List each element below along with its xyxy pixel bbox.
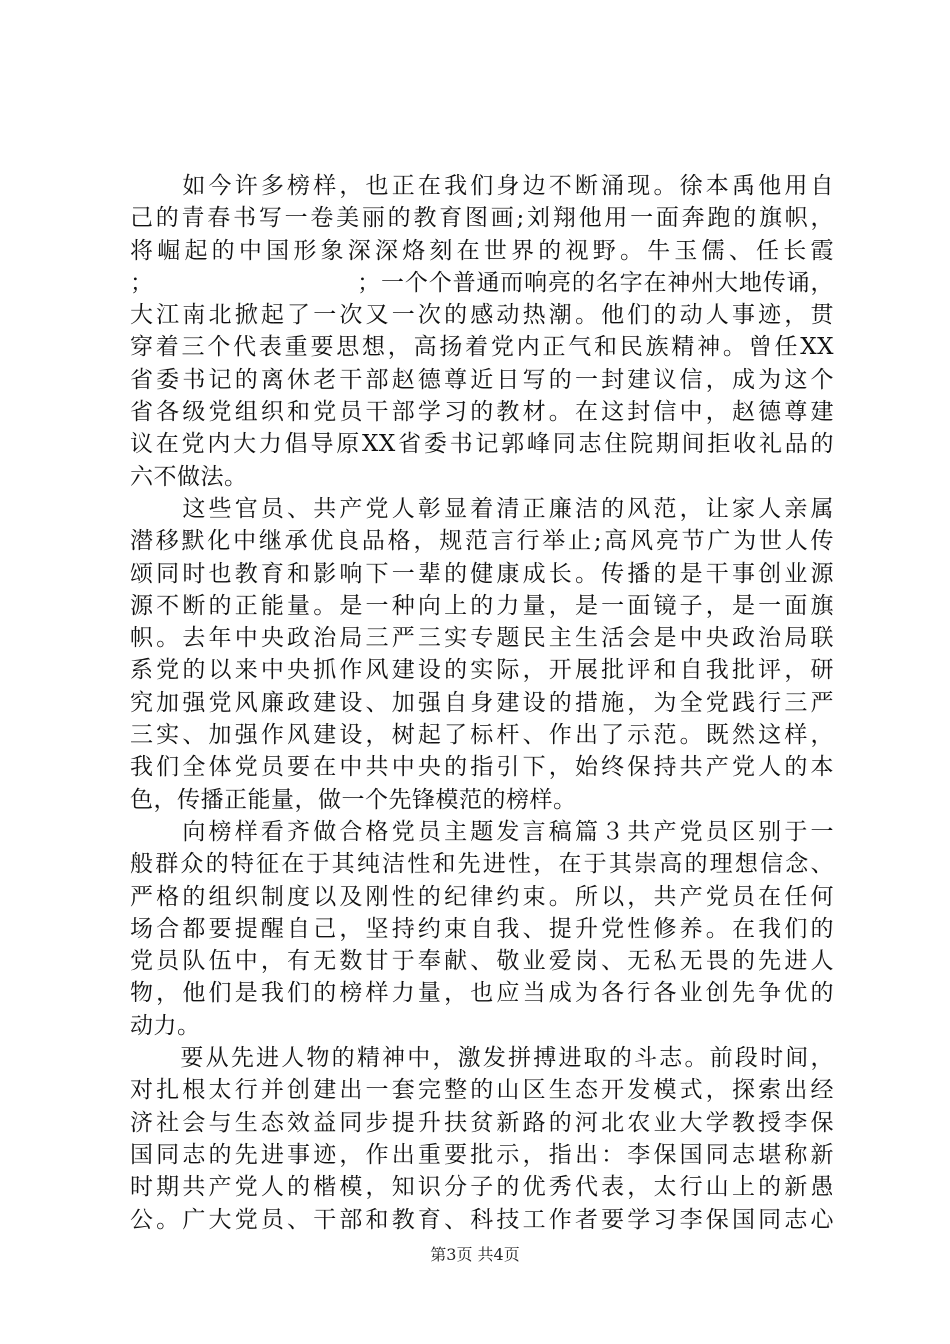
text-line: 我们全体党员要在中共中央的指引下，始终保持共产党人的本: [130, 754, 834, 781]
text-line: 己的青春书写一卷美丽的教育图画;刘翔他用一面奔跑的旗帜，: [130, 205, 834, 232]
text-line: 般群众的特征在于其纯洁性和先进性，在于其崇高的理想信念、: [130, 851, 834, 878]
text-line: 动力。: [130, 1012, 201, 1039]
text-line: 六不做法。: [130, 463, 248, 490]
text-line: 如今许多榜样，也正在我们身边不断涌现。徐本禹他用自: [130, 173, 834, 199]
paragraph-2: [130, 493, 834, 816]
text-line: 源不断的正能量。是一种向上的力量，是一面镜子，是一面旗: [130, 592, 834, 619]
text-line: 三实、加强作风建设，树起了标杆、作出了示范。既然这样，: [130, 722, 834, 749]
text-line: 时期共产党人的楷模，知识分子的优秀代表，太行山上的新愚: [130, 1174, 834, 1201]
text-line: 省委书记的离休老干部赵德尊近日写的一封建议信，成为这个: [130, 366, 834, 393]
text-line: 这些官员、共产党人彰显着清正廉洁的风范，让家人亲属: [130, 495, 834, 522]
text-line: 潜移默化中继承优良品格，规范言行举止;高风亮节广为世人传: [130, 528, 834, 555]
text-line: 向榜样看齐做合格党员主题发言稿篇３共产党员区别于一: [130, 818, 834, 845]
page-number-footer: 第3页 共4页: [430, 1245, 520, 1264]
text-line: 严格的组织制度以及刚性的纪律约束。所以，共产党员在任何: [130, 883, 834, 910]
text-line: 省各级党组织和党员干部学习的教材。在这封信中，赵德尊建: [130, 399, 834, 426]
text-line: 颂同时也教育和影响下一辈的健康成长。传播的是干事创业源: [130, 560, 834, 587]
text-line: 要从先进人物的精神中，激发拼搏进取的斗志。前段时间，: [130, 1045, 834, 1072]
text-line: ； ；一个个普通而响亮的名字在神州大地传诵，: [130, 269, 834, 296]
paragraph-1: [130, 170, 834, 493]
paragraph-3: [130, 816, 834, 1042]
text-line: 国同志的先进事迹，作出重要批示，指出：李保国同志堪称新: [130, 1141, 834, 1168]
text-line: 帜。去年中央政治局三严三实专题民主生活会是中央政治局联: [130, 625, 834, 652]
document-body: [130, 170, 834, 1236]
text-line: 色，传播正能量，做一个先锋模范的榜样。: [130, 786, 577, 813]
text-line: 穿着三个代表重要思想，高扬着党内正气和民族精神。曾任XX: [130, 334, 834, 361]
text-line: 场合都要提醒自己，坚持约束自我、提升党性修养。在我们的: [130, 915, 834, 942]
text-line: 党员队伍中，有无数甘于奉献、敬业爱岗、无私无畏的先进人: [130, 948, 834, 975]
text-line: 将崛起的中国形象深深烙刻在世界的视野。牛玉儒、任长霞: [130, 237, 834, 264]
paragraph-4: [130, 1042, 834, 1236]
text-line: 公。广大党员、干部和教育、科技工作者要学习李保国同志心: [130, 1206, 834, 1233]
text-line: 议在党内大力倡导原XX省委书记郭峰同志住院期间拒收礼品的: [130, 431, 834, 458]
text-line: 大江南北掀起了一次又一次的感动热潮。他们的动人事迹，贯: [130, 302, 834, 329]
text-line: 济社会与生态效益同步提升扶贫新路的河北农业大学教授李保: [130, 1109, 834, 1136]
text-line: 究加强党风廉政建设、加强自身建设的措施，为全党践行三严: [130, 689, 834, 716]
text-line: 系党的以来中央抓作风建设的实际，开展批评和自我批评，研: [130, 657, 834, 684]
text-line: 对扎根太行并创建出一套完整的山区生态开发模式，探索出经: [130, 1077, 834, 1104]
text-line: 物，他们是我们的榜样力量，也应当成为各行各业创先争优的: [130, 980, 834, 1007]
